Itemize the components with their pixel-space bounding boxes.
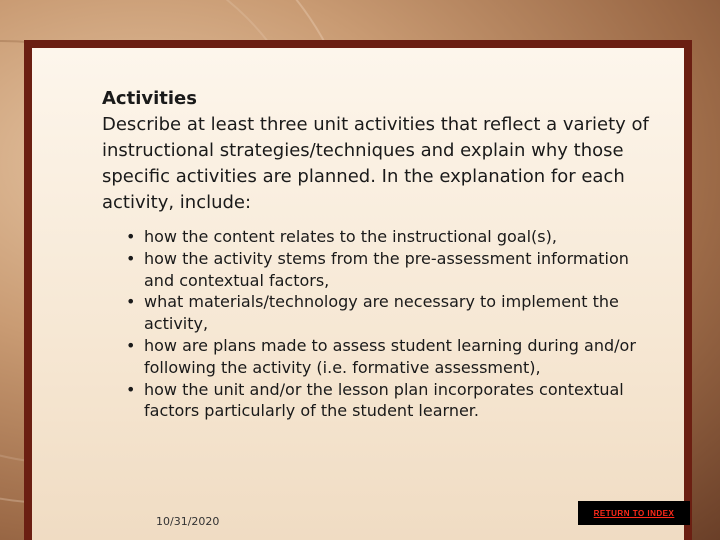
bullet-text: what materials/technology are necessary to implement the activity, [144, 292, 619, 334]
bullet-icon: • [126, 292, 136, 312]
slide-intro-text: Describe at least three unit activities that reflect a variety of instructional strategies/techniques and explain why those specific activities are planned. In the explanation for each activity, include: [102, 114, 649, 213]
bullet-item [126, 291, 662, 335]
bullet-icon: • [126, 227, 136, 246]
slide-date: 10/31/2020 [156, 515, 220, 528]
bullet-text: how the unit and/or the lesson plan incorporates contextual factors particularly of the student learner. [144, 379, 624, 421]
bullet-text: how the activity stems from the pre-assessment information and contextual factors, [144, 248, 629, 290]
bullet-list [102, 226, 662, 422]
bullet-item [126, 379, 662, 423]
slide-panel [32, 48, 684, 540]
bullet-icon: • [126, 379, 136, 399]
bullet-item [126, 335, 662, 379]
bullet-item [126, 226, 662, 248]
slide-heading: Activities [102, 88, 197, 109]
bullet-item [126, 248, 662, 292]
bullet-icon: • [126, 248, 136, 268]
bullet-text: how are plans made to assess student learning during and/or following the activity (i.e. formative assessment), [144, 335, 636, 377]
slide-content [102, 86, 662, 422]
bullet-icon: • [126, 335, 136, 355]
return-to-index-link[interactable]: RETURN TO INDEX [578, 501, 690, 525]
bullet-text: how the content relates to the instructional goal(s), [144, 227, 557, 246]
